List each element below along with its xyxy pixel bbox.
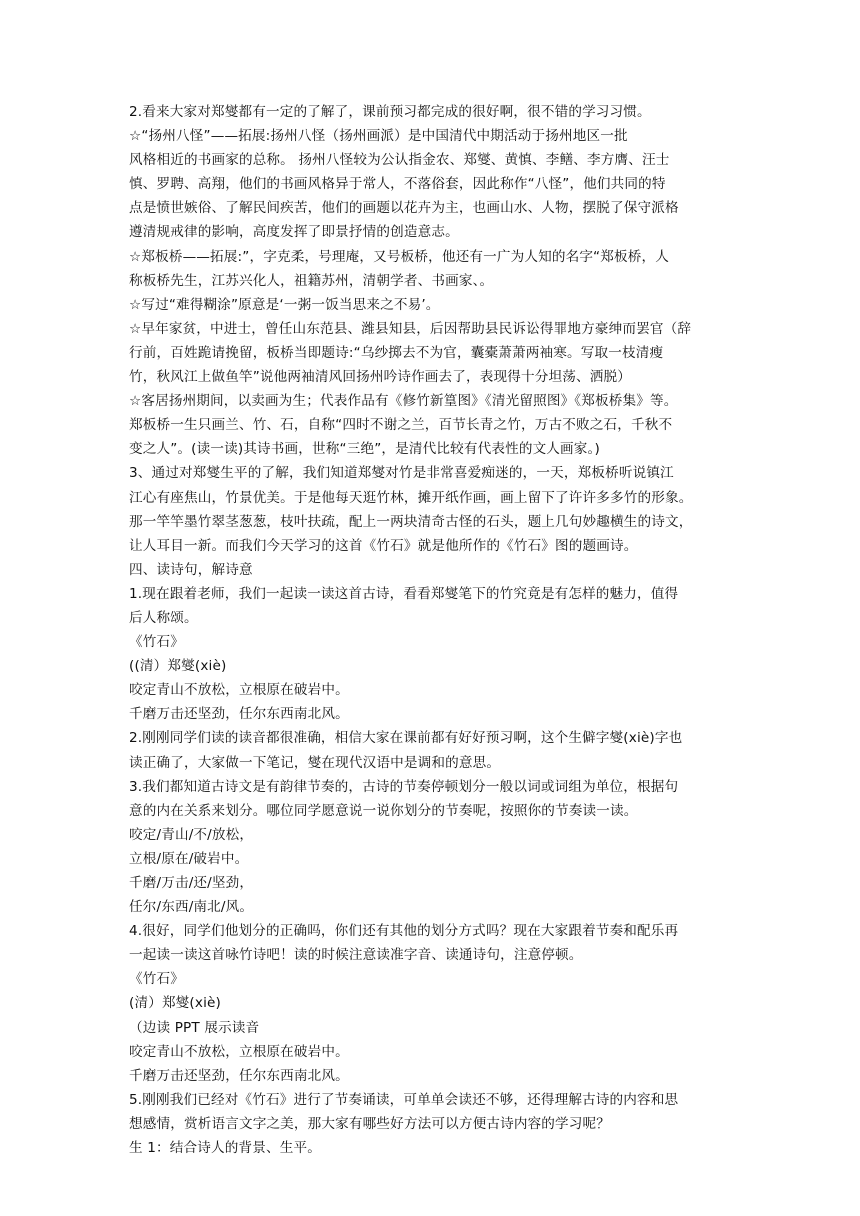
text-line: 5.刚刚我们已经对《竹石》进行了节奏诵读，可单单会读还不够，还得理解古诗的内容和思 [129,1091,679,1108]
text-line: 点是愤世嫉俗、了解民间疾苦，他们的画题以花卉为主，也画山水、人物，摆脱了保守派格 [129,200,679,217]
poem-title: 《竹石》 [129,634,184,651]
text-line: 那一竿竿墨竹翠茎葱葱，枝叶扶疏，配上一两块清奇古怪的石头，题上几句妙趣横生的诗文， [129,513,693,530]
text-line: ☆郑板桥——拓展:”，字克柔，号理庵，又号板桥，他还有一广为人知的名字“郑板桥，人 [129,248,669,265]
text-line: 行前，百姓跪请挽留，板桥当即题诗:“乌纱掷去不为官，囊橐萧萧两袖寒。写取一枝清瘦 [129,344,664,361]
text-line: 读正确了，大家做一下笔记，燮在现代汉语中是调和的意思。 [129,754,501,771]
text-line: 想感情，赏析语言文字之美，那大家有哪些好方法可以方便古诗内容的学习呢？ [129,1115,611,1132]
poem-rhythm-line: 任尔/东西/南北/风。 [129,899,254,916]
text-line: 竹，秋风江上做鱼竿”说他两袖清风回扬州吟诗作画去了，表现得十分坦荡、洒脱） [129,369,631,386]
poem-author: ((清）郑燮(xiè) [129,658,227,675]
poem-rhythm-line: 千磨/万击/还/坚劲， [129,875,254,891]
poem-line: 千磨万击还坚劲，任尔东西南北风。 [129,1067,349,1084]
text-line: 郑板桥一生只画兰、竹、石，自称“四时不谢之兰，百节长青之竹，万古不败之石，千秋不 [129,417,673,434]
text-line: 慎、罗聘、高翔，他们的书画风格异于常人，不落俗套，因此称作“八怪”，他们共同的特 [129,176,666,193]
text-line: 意的内在关系来划分。哪位同学愿意说一说你划分的节奏呢，按照你的节奏读一读。 [129,802,638,819]
text-line: 变之人”。(读一读)其诗书画，世称“三绝”，是清代比较有代表性的文人画家。) [129,441,600,458]
text-line: （边读 PPT 展示读音 [129,1019,260,1036]
text-line: 风格相近的书画家的总称。 扬州八怪较为公认指金农、郑燮、黄慎、李鳝、李方膺、汪士 [129,152,670,169]
text-line: ☆写过“难得糊涂”原意是‘一粥一饭当思来之不易’。 [129,296,440,313]
text-line: 遵清规戒律的影响，高度发挥了即景抒情的创造意志。 [129,224,459,241]
text-line: 3.我们都知道古诗文是有韵律节奏的，古诗的节奏停顿划分一般以词或词组为单位，根据句 [129,778,679,795]
poem-line: 咬定青山不放松，立根原在破岩中。 [129,682,349,699]
text-line: 生 1：结合诗人的背景、生平。 [129,1140,321,1157]
poem-author: (清）郑燮(xiè) [129,995,221,1012]
text-line: ☆“扬州八怪”——拓展:扬州八怪（扬州画派）是中国清代中期活动于扬州地区一批 [129,128,628,145]
text-line: 2.刚刚同学们读的读音都很准确，相信大家在课前都有好好预习啊，这个生僻字燮(xiè)字也 [129,730,683,747]
text-line: 3、通过对郑燮生平的了解，我们知道郑燮对竹是非常喜爱痴迷的，一天，郑板桥听说镇江 [129,465,674,482]
document-page [129,100,733,1160]
text-line: 2.看来大家对郑燮都有一定的了解了，课前预习都完成的很好啊，很不错的学习习惯。 [129,104,651,120]
poem-line: 咬定青山不放松，立根原在破岩中。 [129,1043,349,1060]
text-line: 后人称颂。 [129,609,198,626]
poem-rhythm-line: 咬定/青山/不/放松， [129,826,254,843]
poem-line: 千磨万击还坚劲，任尔东西南北风。 [129,706,349,723]
text-line: 江心有座焦山，竹景优美。于是他每天逛竹林，摊开纸作画，画上留下了许许多多竹的形象。 [129,489,693,506]
text-line: 1.现在跟着老师，我们一起读一读这首古诗，看看郑燮笔下的竹究竟是有怎样的魅力，值得 [129,585,679,602]
poem-rhythm-line: 立根/原在/破岩中。 [129,850,249,867]
poem-title: 《竹石》 [129,971,184,988]
text-line: ☆客居扬州期间，以卖画为生；代表作品有《修竹新篁图》《清光留照图》《郑板桥集》等。 [129,393,678,410]
text-line: 称板桥先生，江苏兴化人，祖籍苏州，清朝学者、书画家、。 [129,272,494,289]
text-line: 4.很好，同学们他划分的正确吗，你们还有其他的划分方式吗？现在大家跟着节奏和配乐再 [129,923,679,940]
section-heading: 四、读诗句，解诗意 [129,561,253,578]
text-line: 让人耳目一新。而我们今天学习的这首《竹石》就是他所作的《竹石》图的题画诗。 [129,537,638,554]
text-line: 一起读一读这首咏竹诗吧！读的时候注意读准字音、读通诗句，注意停顿。 [129,947,583,964]
text-line: ☆早年家贫，中进士，曾任山东范县、潍县知县，后因帮助县民诉讼得罪地方豪绅而罢官（辞 [129,320,692,337]
